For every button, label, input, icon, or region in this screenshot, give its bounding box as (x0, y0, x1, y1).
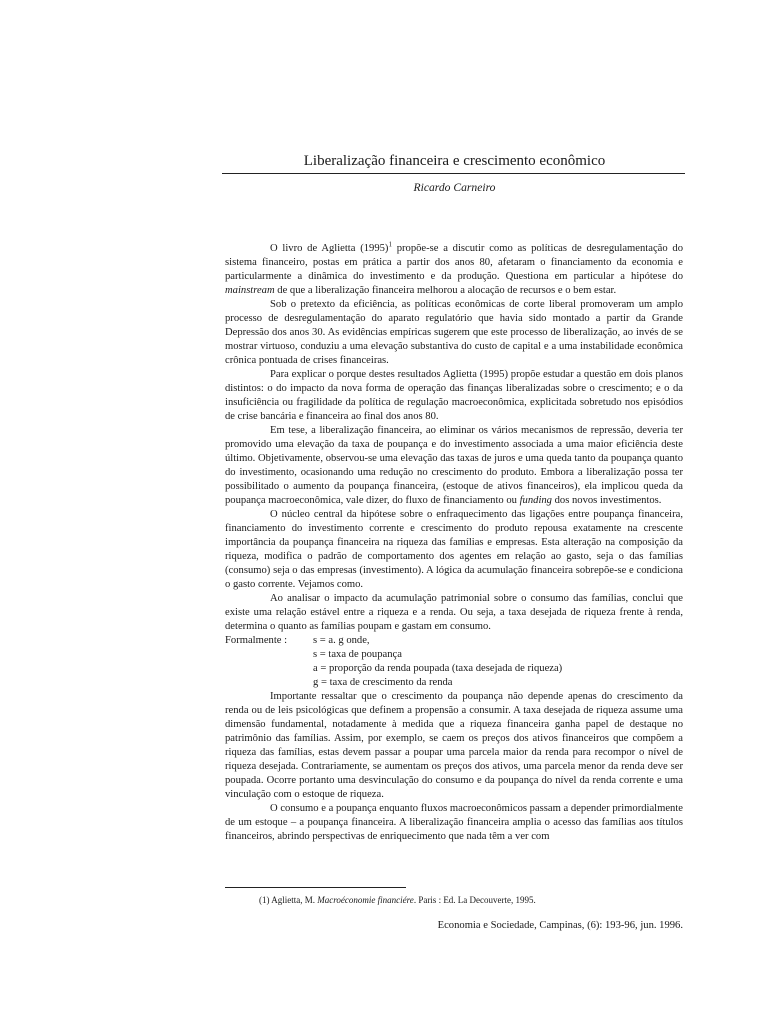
formula-line: g = taxa de crescimento da renda (313, 677, 453, 688)
paragraph-4: Em tese, a liberalização financeira, ao eliminar os vários mecanismos de repressão, deveria ter promovido uma elevação da taxa de poupança e do investimento associada a uma maior eficiência deste último. Objetivamente, observou-se uma elevação das taxas de juros e uma queda tanto da poupança quanto do investimento, ocasionando uma redução no crescimento do produto. Embora a liberalização possa ter possibilitado o aumento da poupança financeira, (estoque de ativos financeiros), ela implicou queda da poupança macroeconômica, vale dizer, do fluxo de financiamento ou funding dos novos investimentos. (225, 425, 683, 506)
title-rule (222, 173, 685, 174)
formula-line: s = taxa de poupança (313, 649, 402, 660)
formula-block (225, 634, 683, 690)
article-title: Liberalização financeira e crescimento econômico (303, 153, 606, 169)
paragraph-7: Importante ressaltar que o crescimento da poupança não depende apenas do crescimento da renda ou de leis psicológicas que definem a propensão a consumir. A taxa desejada de riqueza assume uma dimensão fundamental, notadamente à medida que a riqueza financeira ganha papel de destaque no patrimônio das famílias. Assim, por exemplo, se caem os preços dos ativos financeiros que compõem a riqueza das famílias, estas devem passar a poupar uma parcela maior da renda para recompor o nível de riqueza desejada. Contrariamente, se aumentam os preços dos ativos, uma parcela menor da renda deve ser poupada. Ocorre portanto uma desvinculação do consumo e da poupança do nível da renda corrente e uma vinculação com o estoque de riqueza. (225, 691, 683, 800)
paragraph-6: Ao analisar o impacto da acumulação patrimonial sobre o consumo das famílias, conclui que existe uma relação estável entre a riqueza e a renda. Ou seja, a taxa desejada de riqueza frente à renda, determina o quanto as famílias poupam e gastam em consumo. (225, 593, 683, 632)
author-name: Ricardo Carneiro (413, 181, 496, 194)
paragraph-8: O consumo e a poupança enquanto fluxos macroeconômicos passam a depender primordialmente de um estoque – a poupança financeira. A liberalização financeira amplia o acesso das famílias aos títulos financeiros, abrindo perspectivas de enriquecimento que nada têm a ver com (225, 803, 683, 842)
paragraph-1: O livro de Aglietta $(1995)^1$ propõe-se a discutir como as políticas de desregulamentação do sistema financeiro, postas em prática a partir dos anos 80, afetaram o financiamento da economia e particularmente a dinâmica do investimento e da produção. Questiona em particular a hipótese do mainstream de que a liberalização financeira melhorou a alocação de recursos e o bem estar. (225, 240, 683, 296)
footnote-rule (225, 887, 406, 888)
journal-citation: Economia e Sociedade, Campinas, (6): 193-96, jun. 1996. (437, 920, 683, 931)
formula-line: s = a. g onde, (313, 635, 370, 646)
formula-label: Formalmente : (225, 635, 288, 646)
footnote: (1) Aglietta, M. Macroéconomie financiére. Paris : Ed. La Decouverte, 1995. (259, 895, 536, 905)
paragraph-3: Para explicar o porque destes resultados Aglietta (1995) propõe estudar a questão em dois planos distintos: o do impacto da nova forma de operação das finanças liberalizadas sobre o crescimento; e o da insuficiência ou fragilidade da política de regulação macroeconômica, explicitada sobretudo nos episódios de crise bancária e financeira ao final dos anos 80. (225, 369, 683, 422)
formula-line: a = proporção da renda poupada (taxa desejada de riqueza) (313, 663, 563, 674)
article-body (225, 242, 683, 844)
paragraph-5: O núcleo central da hipótese sobre o enfraquecimento das ligações entre poupança financeira, financiamento do investimento corrente e crescimento do produto repousa exatamente na crescente importância da poupança financeira na riqueza das famílias e empresas. Esta alteração na composição da riqueza, modifica o padrão de comportamento dos agentes em relação ao gasto, seja o das famílias (consumo) seja o das empresas (investimento). A lógica da acumulação financeira sobrepõe-se e condiciona o gasto corrente. Vejamos como. (225, 509, 683, 590)
paragraph-2: Sob o pretexto da eficiência, as políticas econômicas de corte liberal promoveram um amplo processo de desregulamentação do aparato regulatório que havia sido montado a partir da Grande Depressão dos anos 30. As evidências empíricas sugerem que este processo de liberalização, ao invés de se mostrar virtuoso, conduziu a uma elevação substantiva do custo de capital e a uma instabilidade econômica crônica pontuada de crises financeiras. (225, 299, 683, 366)
footnote-marker[interactable]: 1 (388, 240, 392, 249)
